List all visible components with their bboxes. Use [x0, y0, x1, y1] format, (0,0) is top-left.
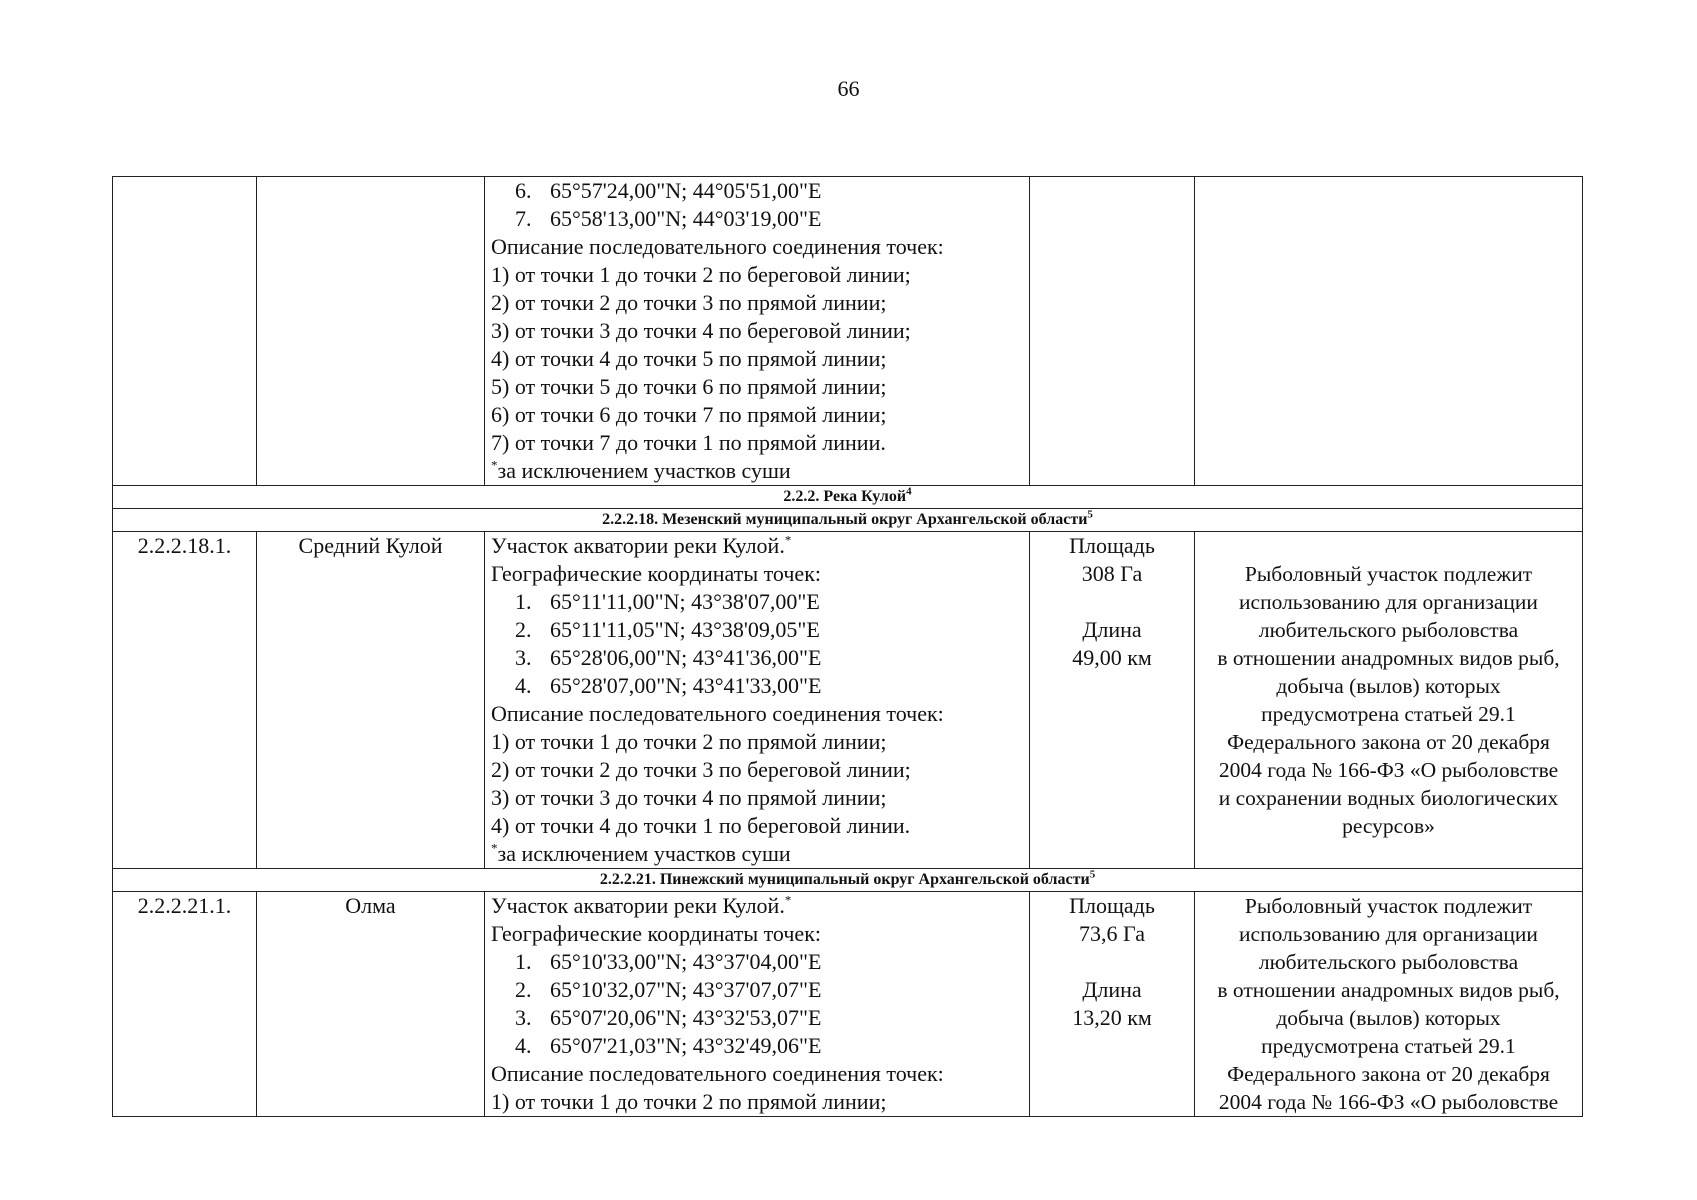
note-cell [1195, 892, 1583, 1117]
connection-title: Описание последовательного соединения точек: [491, 701, 944, 726]
description-cell [485, 892, 1030, 1117]
description-cell [485, 532, 1030, 869]
coordinate-point: 4. 65°07'21,03"N; 43°32'49,06"E [515, 1033, 822, 1058]
coordinate-point: 4. 65°28'07,00"N; 43°41'33,00"E [515, 673, 822, 698]
table-row [113, 892, 1583, 1117]
note-line: любительского рыболовства [1258, 950, 1519, 974]
note-line: добыча (вылов) которых [1276, 674, 1501, 698]
number-cell [113, 177, 257, 486]
note-line: предусмотрена статьей 29.1 [1261, 1034, 1516, 1058]
area-value: 308 Га [1081, 561, 1143, 586]
note-line: ресурсов» [1342, 814, 1435, 838]
note-line: в отношении анадромных видов рыб, [1217, 646, 1560, 670]
district-title: 2.2.2.21. Пинежский муниципальный округ Архангельской области$^5$ [113, 869, 1583, 892]
exclusion-note: *за исключением участков суши [491, 840, 791, 866]
note-line: использованию для организации [1239, 590, 1538, 614]
note-line: любительского рыболовства [1258, 618, 1519, 642]
fishing-areas-table [112, 176, 1583, 1117]
coordinate-point: 3. 65°28'06,00"N; 43°41'36,00"E [515, 645, 822, 670]
coordinate-point: 6. 65°57'24,00"N; 44°05'51,00"E [515, 178, 822, 203]
page-number: 66 [837, 76, 860, 101]
length-value: 49,00 км [1072, 645, 1152, 670]
note-line: Рыболовный участок подлежит [1244, 562, 1533, 586]
row-number: 2.2.2.21.1. [113, 892, 257, 1117]
connection-line: 6) от точки 6 до точки 7 по прямой линии; [491, 402, 887, 427]
section-title: 2.2.2. Река Кулой$^4$ [113, 486, 1583, 509]
area-name: Олма [257, 892, 485, 1117]
connection-line: 3) от точки 3 до точки 4 по береговой линии; [491, 318, 911, 343]
coordinate-point: 2. 65°10'32,07"N; 43°37'07,07"E [515, 977, 822, 1002]
note-line: предусмотрена статьей 29.1 [1261, 702, 1516, 726]
name-cell [257, 177, 485, 486]
connection-line: 1) от точки 1 до точки 2 по прямой линии; [491, 729, 887, 754]
note-line: Федерального закона от 20 декабря [1227, 1062, 1550, 1086]
coords-title: Географические координаты точек: [491, 561, 821, 586]
coordinate-point: 7. 65°58'13,00"N; 44°03'19,00"E [515, 206, 822, 231]
note-line: добыча (вылов) которых [1276, 1006, 1501, 1030]
area-title: Участок акватории реки Кулой.* [491, 892, 792, 918]
note-line: использованию для организации [1239, 922, 1538, 946]
note-line: Федерального закона от 20 декабря [1227, 730, 1550, 754]
district-title: 2.2.2.18. Мезенский муниципальный округ Архангельской области$^5$ [113, 509, 1583, 532]
connection-line: 7) от точки 7 до точки 1 по прямой линии. [491, 430, 886, 455]
parameters-cell [1030, 177, 1195, 486]
table-row [113, 532, 1583, 869]
connection-line: 4) от точки 4 до точки 5 по прямой линии; [491, 346, 887, 371]
coords-title: Географические координаты точек: [491, 921, 821, 946]
length-label: Длина [1082, 977, 1142, 1002]
area-title: Участок акватории реки Кулой.* [491, 532, 792, 558]
connection-line: 3) от точки 3 до точки 4 по прямой линии; [491, 785, 887, 810]
note-line: и сохранении водных биологических [1218, 786, 1559, 810]
length-label: Длина [1082, 617, 1142, 642]
area-value: 73,6 Га [1079, 921, 1145, 946]
parameters-cell [1030, 892, 1195, 1117]
section-row [113, 509, 1583, 532]
coordinate-point: 1. 65°10'33,00"N; 43°37'04,00"E [515, 949, 822, 974]
connection-line: 2) от точки 2 до точки 3 по прямой линии; [491, 290, 887, 315]
parameters-cell [1030, 532, 1195, 869]
note-line: в отношении анадромных видов рыб, [1217, 978, 1560, 1002]
row-number: 2.2.2.18.1. [113, 532, 257, 869]
note-line: 2004 года № 166-ФЗ «О рыболовстве [1218, 758, 1559, 782]
table-row [113, 177, 1583, 486]
exclusion-note: *за исключением участков суши [491, 457, 791, 483]
connection-title: Описание последовательного соединения точек: [491, 1061, 944, 1086]
note-cell [1195, 177, 1583, 486]
area-label: Площадь [1069, 893, 1155, 918]
area-label: Площадь [1069, 533, 1155, 558]
section-row [113, 486, 1583, 509]
connection-line: 4) от точки 4 до точки 1 по береговой линии. [491, 813, 911, 838]
connection-title: Описание последовательного соединения точек: [491, 234, 944, 259]
area-name: Средний Кулой [257, 532, 485, 869]
length-value: 13,20 км [1072, 1005, 1152, 1030]
connection-line: 5) от точки 5 до точки 6 по прямой линии; [491, 374, 887, 399]
section-row [113, 869, 1583, 892]
coordinate-point: 1. 65°11'11,00"N; 43°38'07,00"E [515, 589, 820, 614]
coordinate-point: 3. 65°07'20,06"N; 43°32'53,07"E [515, 1005, 822, 1030]
connection-line: 1) от точки 1 до точки 2 по береговой линии; [491, 262, 911, 287]
note-line: 2004 года № 166-ФЗ «О рыболовстве [1218, 1090, 1559, 1114]
connection-line: 1) от точки 1 до точки 2 по прямой линии; [491, 1089, 887, 1114]
description-cell [485, 177, 1030, 486]
coordinate-point: 2. 65°11'11,05"N; 43°38'09,05"E [515, 617, 820, 642]
note-line: Рыболовный участок подлежит [1244, 894, 1533, 918]
note-cell [1195, 532, 1583, 869]
connection-line: 2) от точки 2 до точки 3 по береговой линии; [491, 757, 911, 782]
